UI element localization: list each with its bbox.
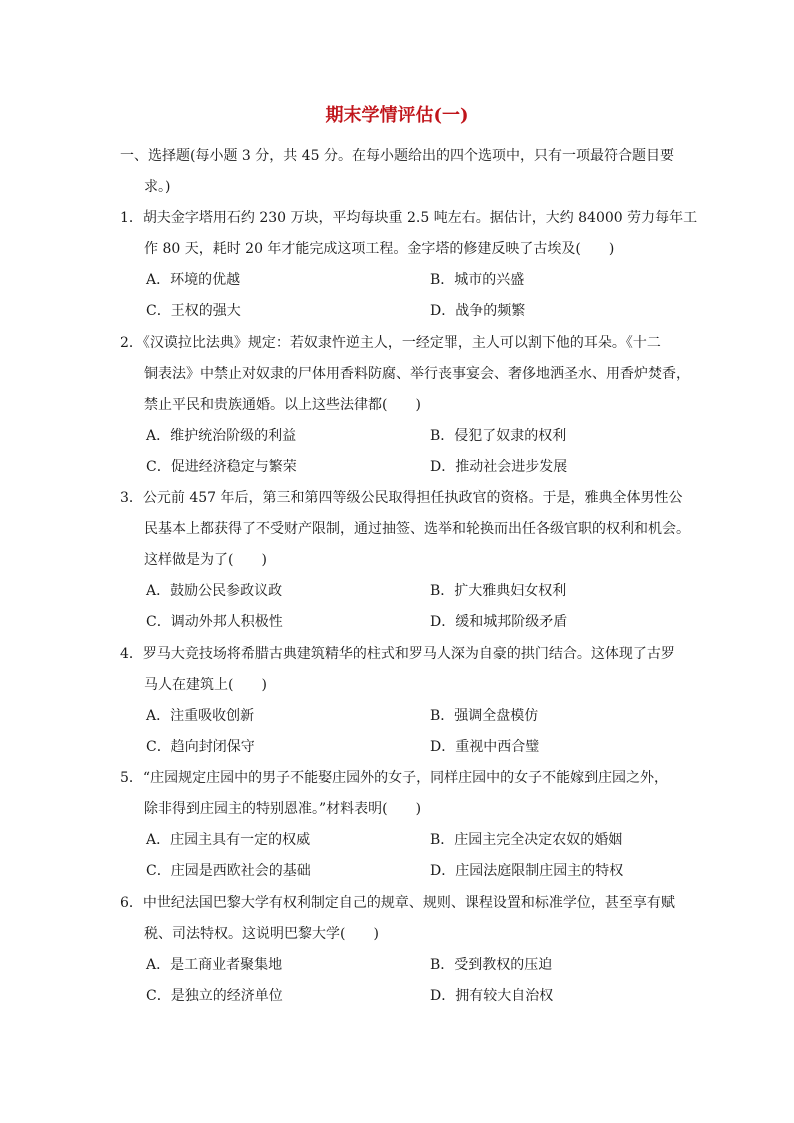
option-c: C．趋向封闭保守 — [146, 739, 255, 755]
question-text-line: 这样做是为了( ) — [144, 552, 267, 568]
option-a: A．维护统治阶级的利益 — [146, 428, 297, 444]
question-text-line: 税、司法特权。这说明巴黎大学( ) — [144, 926, 379, 942]
question-text-line: 民基本上都获得了不受财产限制，通过抽签、选举和轮换而出任各级官职的权利和机会。 — [144, 521, 690, 537]
option-a: A．环境的优越 — [146, 272, 241, 288]
option-b: B．受到教权的压迫 — [430, 957, 553, 973]
option-d: D．推动社会进步发展 — [430, 459, 568, 475]
question-text-line: 马人在建筑上( ) — [144, 677, 267, 693]
option-d: D．庄园法庭限制庄园主的特权 — [430, 863, 624, 879]
question-text-line: 除非得到庄园主的特别恩准。”材料表明( ) — [144, 801, 422, 817]
option-d: D．拥有较大自治权 — [430, 988, 554, 1004]
question-text-line: 1．胡夫金字塔用石约 230 万块，平均每块重 2.5 吨左右。据估计，大约 84000 劳力每年工 — [120, 210, 698, 226]
option-c: C．是独立的经济单位 — [146, 988, 283, 1004]
option-c: C．王权的强大 — [146, 303, 241, 319]
option-a: A．鼓励公民参政议政 — [146, 583, 283, 599]
option-b: B．城市的兴盛 — [430, 272, 525, 288]
option-c: C．庄园是西欧社会的基础 — [146, 863, 311, 879]
question-text-line: 铜表法》中禁止对奴隶的尸体用香料防腐、举行丧事宴会、奢侈地洒圣水、用香炉焚香， — [144, 366, 690, 382]
option-b: B．强调全盘模仿 — [430, 708, 539, 724]
option-a: A．是工商业者聚集地 — [146, 957, 283, 973]
option-b: B．庄园主完全决定农奴的婚姻 — [430, 832, 623, 848]
question-text-line: 作 80 天，耗时 20 年才能完成这项工程。金字塔的修建反映了古埃及( ) — [144, 241, 615, 257]
option-a: A．庄园主具有一定的权威 — [146, 832, 311, 848]
option-d: D．战争的频繁 — [430, 303, 526, 319]
option-d: D．缓和城邦阶级矛盾 — [430, 614, 568, 630]
question-text-line: 5．“庄园规定庄园中的男子不能娶庄园外的女子，同样庄园中的女子不能嫁到庄园之外， — [120, 770, 669, 786]
section-heading-line2: 求。) — [144, 179, 171, 195]
page-title: 期末学情评估(一) — [325, 105, 469, 126]
option-b: B．侵犯了奴隶的权利 — [430, 428, 567, 444]
option-a: A．注重吸收创新 — [146, 708, 255, 724]
question-text-line: 3．公元前 457 年后，第三和第四等级公民取得担任执政官的资格。于是，雅典全体男性公 — [120, 490, 683, 506]
question-text-line: 2．《汉谟拉比法典》规定：若奴隶忤逆主人，一经定罪，主人可以割下他的耳朵。《十二 — [120, 335, 661, 351]
option-c: C．调动外邦人积极性 — [146, 614, 283, 630]
question-text-line: 禁止平民和贵族通婚。以上这些法律都( ) — [144, 397, 421, 413]
option-d: D．重视中西合璧 — [430, 739, 540, 755]
question-text-line: 6．中世纪法国巴黎大学有权利制定自己的规章、规则、课程设置和标准学位，甚至享有赋 — [120, 895, 675, 911]
option-b: B．扩大雅典妇女权利 — [430, 583, 567, 599]
question-text-line: 4．罗马大竞技场将希腊古典建筑精华的柱式和罗马人深为自豪的拱门结合。这体现了古罗 — [120, 646, 675, 662]
option-c: C．促进经济稳定与繁荣 — [146, 459, 297, 475]
section-heading-line1: 一、选择题(每小题 3 分，共 45 分。在每小题给出的四个选项中，只有一项最符合题目要 — [120, 148, 674, 164]
